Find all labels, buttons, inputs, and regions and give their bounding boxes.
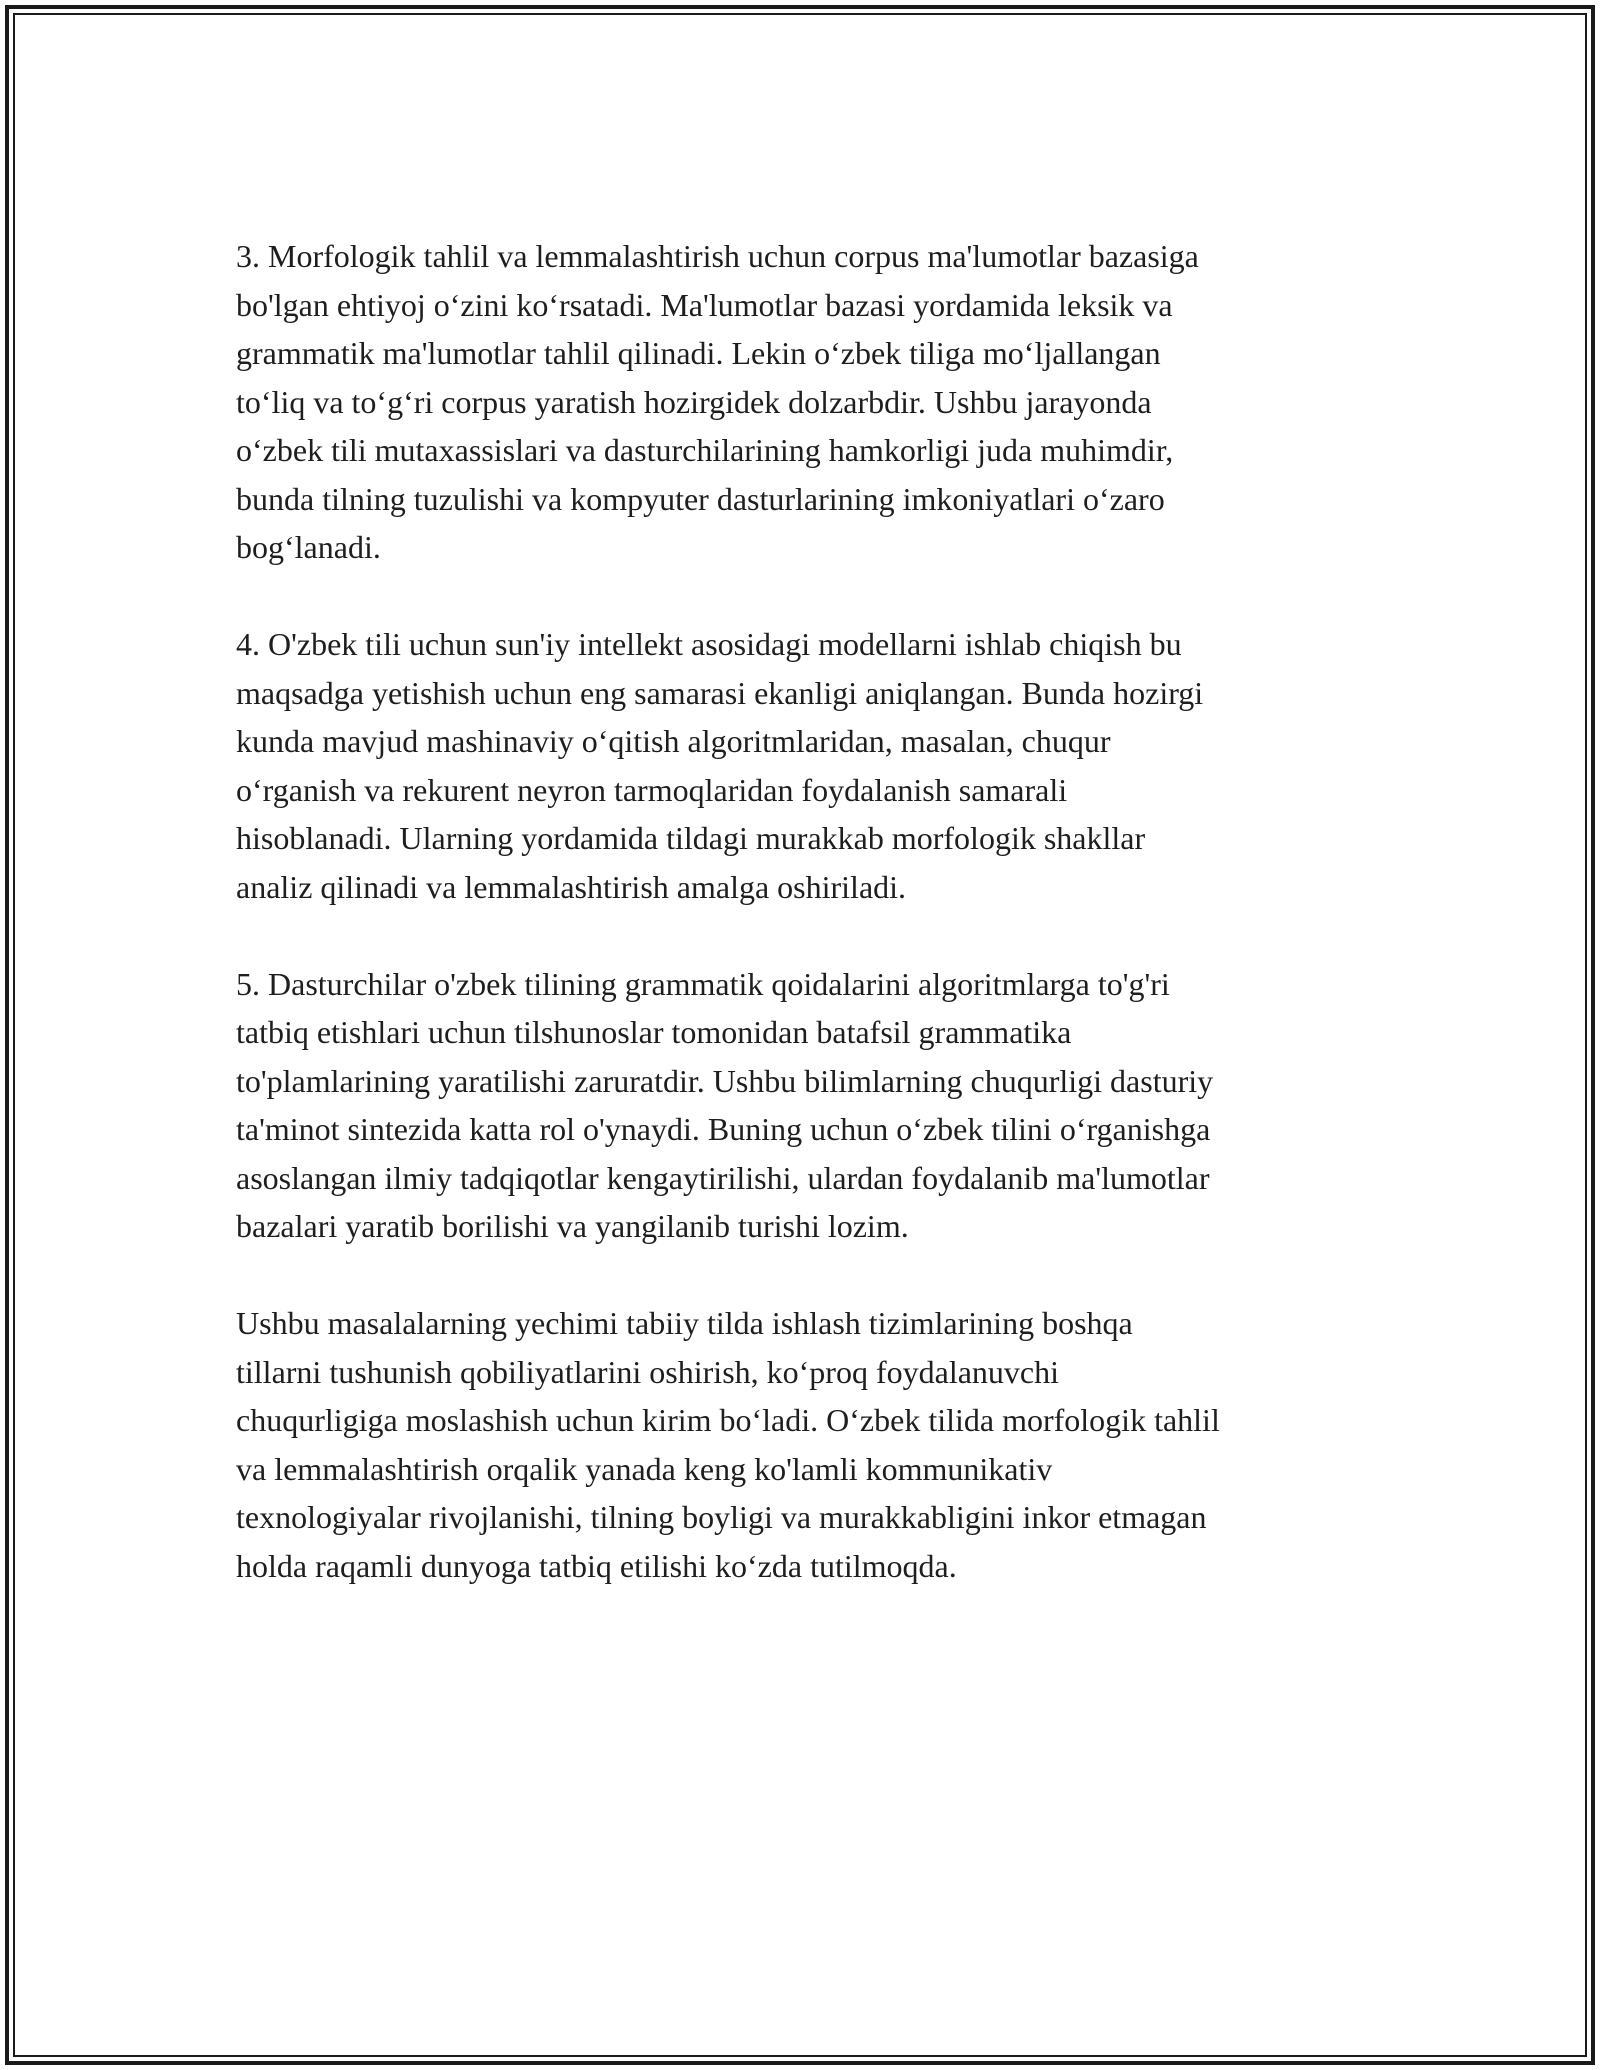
paragraph-4: 4. O'zbek tili uchun sun'iy intellekt asosidagi modellarni ishlab chiqish bu maqsadga yetishish uchun eng samarasi ekanligi aniqlangan. Bunda hozirgi kunda mavjud mashinaviy o‘qitish algoritmlaridan, masalan, chuqur o‘rganish va rekurent neyron tarmoqlaridan foydalanish samarali hisoblanadi. Ularning yordamida tildagi murakkab morfologik shakllar analiz qilinadi va lemmalashtirish amalga oshiriladi. — [236, 626, 1204, 905]
paragraph-conclusion: Ushbu masalalarning yechimi tabiiy tilda ishlash tizimlarining boshqa tillarni tushunish qobiliyatlarini oshirish, ko‘proq foydalanuvchi chuqurligiga moslashish uchun kirim bo‘ladi. O‘zbek tilida morfologik tahlil va lemmalashtirish orqalik yanada keng ko'lamli kommunikativ texnologiyalar rivojlanishi, tilning boyligi va murakkabligini inkor etmagan holda raqamli dunyoga tatbiq etilishi ko‘zda tutilmoqda. — [236, 1305, 1220, 1584]
paragraph-5: 5. Dasturchilar o'zbek tilining grammatik qoidalarini algoritmlarga to'g'ri tatbiq etishlari uchun tilshunoslar tomonidan batafsil grammatika to'plamlarining yaratilishi zaruratdir. Ushbu bilimlarning chuqurligi dasturiy ta'minot sintezida katta rol o'ynaydi. Buning uchun o‘zbek tilini o‘rganishga asoslangan ilmiy tadqiqotlar kengaytirilishi, ulardan foydalanib ma'lumotlar bazalari yaratib borilishi va yangilanib turishi lozim. — [236, 965, 1214, 1244]
paragraph-3: 3. Morfologik tahlil va lemmalashtirish uchun corpus ma'lumotlar bazasiga bo'lgan ehtiyoj o‘zini ko‘rsatadi. Ma'lumotlar bazasi yordamida leksik va grammatik ma'lumotlar tahlil qilinadi. Lekin o‘zbek tiliga mo‘ljallangan to‘liq va to‘g‘ri corpus yaratish hozirgidek dolzarbdir. Ushbu jarayonda o‘zbek tili mutaxassislari va dasturchilarining hamkorligi juda muhimdir, bunda tilning tuzulishi va kompyuter dasturlarining imkoniyatlari o‘zaro bog‘lanadi. — [236, 238, 1199, 565]
document-body — [236, 232, 1376, 1590]
